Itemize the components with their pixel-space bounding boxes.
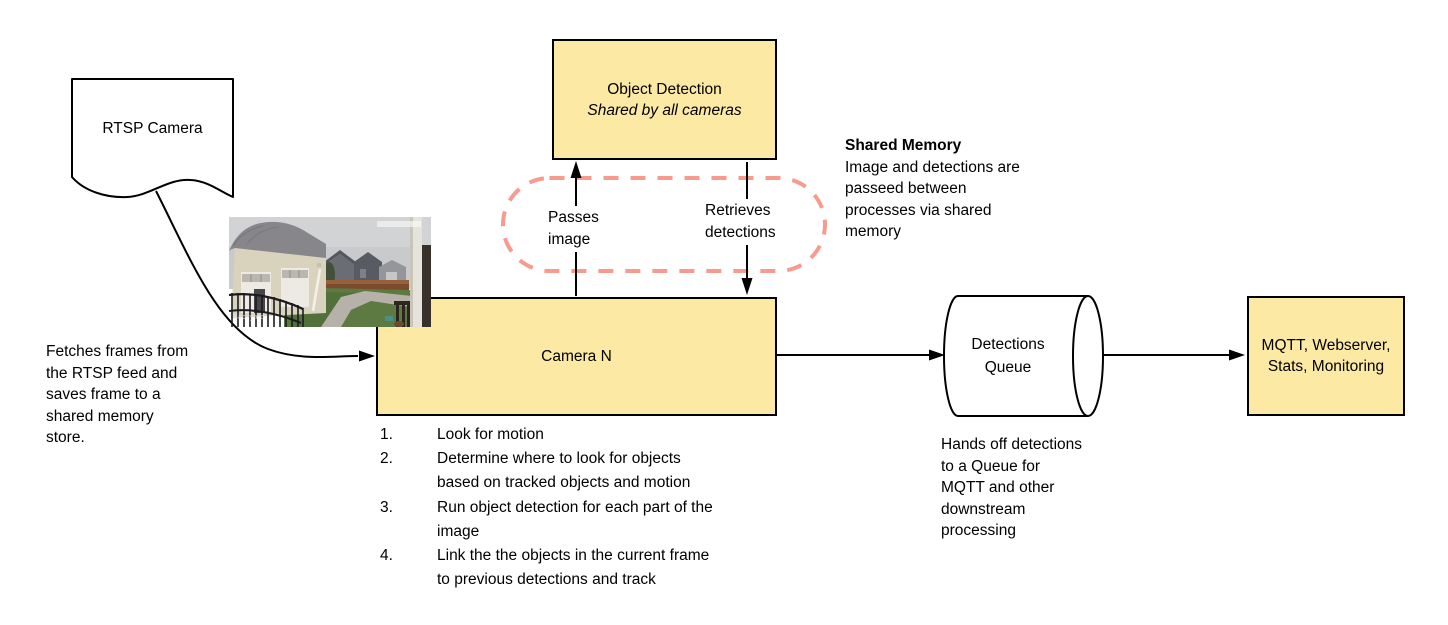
step-text-line: Determine where to look for objects (437, 450, 681, 468)
step-text-line: Look for motion (437, 426, 544, 443)
queue-note-line: downstream (941, 500, 1026, 518)
outputs-label-line1: MQTT, Webserver, (1261, 337, 1391, 354)
fetch-note-line: saves frame to a (46, 386, 161, 403)
fetch-note-line: shared memory (46, 407, 154, 425)
detections-queue-label (950, 331, 1066, 381)
snapshot-timestamp (377, 221, 421, 227)
passes-image-line1: Passes (548, 209, 599, 226)
arrow-camera-to-queue (777, 350, 945, 361)
shared-memory-text-line: memory (845, 223, 901, 240)
camera-step-3 (380, 496, 713, 544)
camera-snapshot-image (229, 217, 431, 327)
outputs-label-line2: Stats, Monitoring (1267, 358, 1385, 375)
shared-memory-text-line: Image and detections are (845, 158, 1020, 176)
passes-image-label (546, 206, 603, 252)
arrow-queue-to-outputs (1103, 350, 1245, 361)
snapshot-camera-name: Backyard (233, 314, 265, 321)
rtsp-camera-label: RTSP Camera (102, 120, 203, 137)
node-outputs (1247, 296, 1405, 416)
step-number: 3. (380, 498, 393, 516)
node-camera-n (376, 297, 777, 416)
step-text-line: to previous detections and track (437, 571, 656, 589)
camera-step-2 (380, 447, 713, 495)
step-number: 2. (380, 450, 393, 468)
fetch-note-line: store. (46, 429, 85, 446)
object-detection-subtitle: Shared by all cameras (587, 101, 742, 119)
queue-note-line: MQTT and other (941, 479, 1055, 496)
camera-step-4 (380, 544, 713, 592)
queue-note-line: processing (941, 522, 1016, 539)
passes-image-line2: image (548, 231, 591, 248)
node-object-detection (552, 39, 777, 160)
queue-handoff-note (941, 434, 1082, 542)
fetch-note-line: Fetches frames from (46, 343, 189, 360)
step-text-line: Run object detection for each part of the (437, 498, 713, 516)
queue-note-line: to a Queue for (941, 457, 1041, 475)
camera-step-1 (380, 423, 713, 447)
step-text-line: Link the the objects in the current frame (437, 547, 710, 565)
step-text-line: image (437, 522, 480, 540)
step-text-line: based on tracked objects and motion (437, 474, 691, 492)
detections-queue-line2: Queue (984, 359, 1032, 376)
fetch-note-line: the RTSP feed and (46, 364, 178, 382)
step-number: 1. (380, 426, 393, 443)
camera-steps-list (380, 423, 713, 592)
shared-memory-text-line: processes via shared (845, 201, 992, 219)
shared-memory-text-line: passeed between (845, 180, 967, 197)
retrieves-detections-line2: detections (705, 224, 776, 241)
step-number: 4. (380, 547, 393, 565)
retrieves-detections-label (703, 199, 780, 245)
shared-memory-note (845, 135, 1020, 243)
fetch-frames-note (46, 341, 188, 449)
retrieves-detections-line1: Retrieves (705, 202, 771, 219)
queue-note-line: Hands off detections (941, 436, 1083, 453)
camera-n-label: Camera N (541, 348, 612, 365)
object-detection-title: Object Detection (607, 80, 722, 98)
detections-queue-line1: Detections (971, 336, 1045, 353)
shared-memory-title: Shared Memory (845, 137, 962, 154)
